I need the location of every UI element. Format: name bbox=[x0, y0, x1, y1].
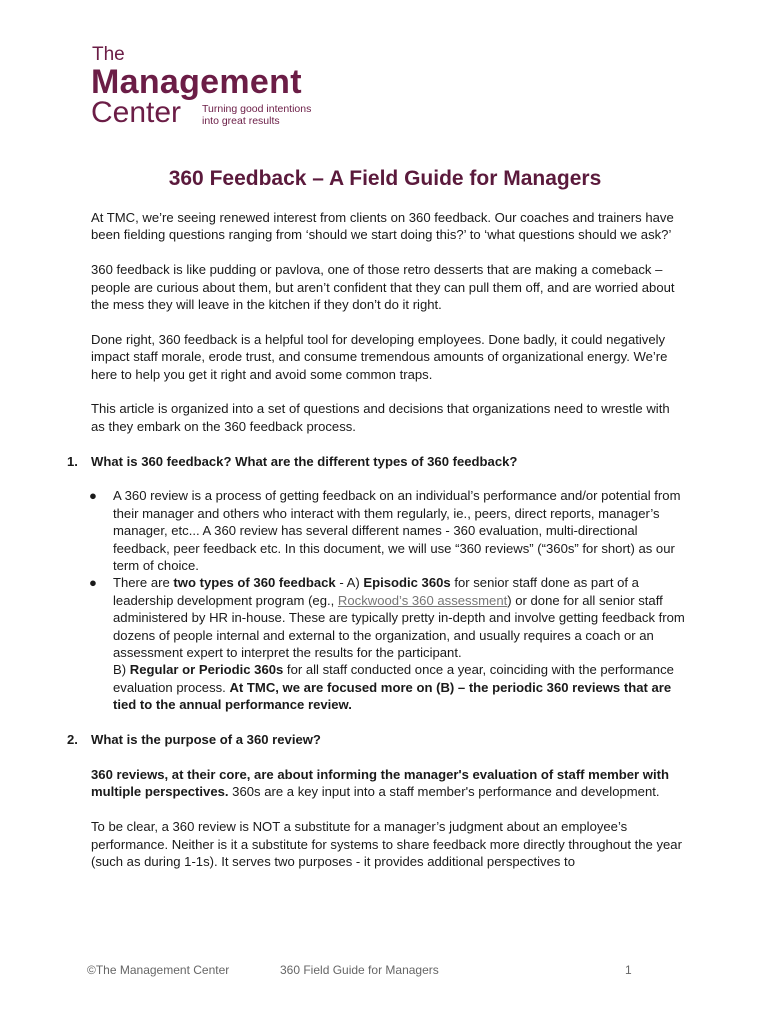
bullet-2-text: - A) bbox=[335, 575, 364, 591]
rockwood-assessment-link[interactable]: Rockwood’s 360 assessment bbox=[337, 592, 508, 608]
bullet-2-bold-tmc-focus: At TMC, we are focused more on (B) – the periodic 360 reviews that are tied to the annual performance review. bbox=[113, 679, 672, 713]
section-2-question: What is the purpose of a 360 review? bbox=[91, 732, 321, 748]
section-1-heading bbox=[67, 453, 686, 470]
logo-the: The bbox=[92, 44, 125, 65]
section-2-paragraph-1-rest: 360s are a key input into a staff member's performance and development. bbox=[228, 784, 660, 800]
bullet-1-text: A 360 review is a process of getting feedback on an individual’s performance and/or potential from their manager and others who interact with them regularly, ie., peers, direct reports, manager’s manager, etc... A 360 review has several different names - 360 evaluation, multi-directional feedback, peer feedback etc. In this document, we will use “360 reviews” (“360s” for short) as our term of choice. bbox=[113, 488, 681, 574]
logo-center: Center bbox=[91, 96, 182, 129]
bullet-2-text: for senior staff done as part of a leadership development program (eg., bbox=[113, 575, 639, 608]
bullet-2-text: There are bbox=[113, 575, 174, 591]
section-2-heading bbox=[67, 731, 686, 748]
document-title: 360 Feedback – A Field Guide for Managers bbox=[168, 167, 602, 190]
logo-tagline bbox=[202, 103, 311, 127]
bullet-icon: ● bbox=[89, 575, 97, 591]
footer-page-number: 1 bbox=[625, 963, 632, 977]
footer-copyright: ©The Management Center bbox=[87, 963, 230, 977]
management-center-logo bbox=[91, 44, 321, 130]
logo-management: Management bbox=[91, 63, 302, 101]
section-1-bullet-list bbox=[91, 487, 686, 713]
document-body bbox=[67, 209, 686, 888]
section-2-paragraph-1 bbox=[91, 766, 686, 801]
tagline-line-2: into great results bbox=[202, 115, 280, 127]
section-2-bold-lead: 360 reviews, at their core, are about informing the manager's evaluation of staff member with multiple perspectives. bbox=[91, 766, 669, 800]
intro-paragraph-1: At TMC, we’re seeing renewed interest from clients on 360 feedback. Our coaches and trainers have been fielding questions ranging from ‘should we start doing this?’ to ‘what questions should we ask?’ bbox=[91, 210, 674, 243]
intro-paragraph-4: This article is organized into a set of questions and decisions that organizations need to wrestle with as they embark on the 360 feedback process. bbox=[91, 401, 670, 434]
list-item bbox=[91, 487, 686, 574]
bullet-2-bold-episodic: Episodic 360s bbox=[363, 575, 451, 591]
list-item bbox=[91, 574, 686, 713]
bullet-2-text: B) bbox=[113, 662, 130, 678]
intro-paragraph-3: Done right, 360 feedback is a helpful tool for developing employees. Done badly, it could negatively impact staff morale, erode trust, and consume tremendous amounts of organizational energy. We’re here to help you get it right and avoid some common traps. bbox=[91, 331, 668, 382]
section-1-number: 1. bbox=[67, 453, 78, 469]
intro-paragraph-2: 360 feedback is like pudding or pavlova, one of those retro desserts that are making a comeback – people are curious about them, but aren’t confident that they can pull them off, and are worried about the mess they will leave in the kitchen if they don’t do it right. bbox=[91, 262, 675, 313]
footer-doc-title: 360 Field Guide for Managers bbox=[280, 963, 439, 977]
bullet-2-bold-types: two types of 360 feedback bbox=[173, 575, 336, 591]
section-1-question: What is 360 feedback? What are the different types of 360 feedback? bbox=[91, 453, 518, 469]
bullet-2-text: for all staff conducted once a year, coinciding with the performance evaluation process. bbox=[113, 662, 674, 695]
bullet-2-bold-periodic: Regular or Periodic 360s bbox=[129, 662, 284, 678]
bullet-2-text: ) or done for all senior staff administered by HR in-house. These are typically pretty in-depth and involve getting feedback from dozens of people internal and external to the organization, and usually requires a coach or an assessment expert to interpret the results for the participant. bbox=[113, 592, 685, 661]
bullet-icon: ● bbox=[89, 488, 97, 504]
section-2-paragraph-2: To be clear, a 360 review is NOT a substitute for a manager’s judgment about an employee’s performance. Neither is it a substitute for systems to share feedback more directly throughout the year (such as during 1-1s). It serves two purposes - it provides additional perspectives to bbox=[91, 819, 682, 869]
section-2-number: 2. bbox=[67, 732, 78, 748]
tagline-line-1: Turning good intentions bbox=[202, 103, 312, 115]
